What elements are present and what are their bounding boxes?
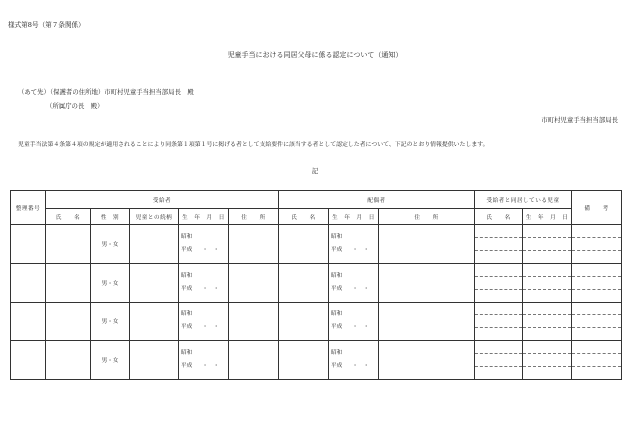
date-separator: ・ ・ [202,363,219,370]
header-recipient-birth: 生 年 月 日 [179,209,229,225]
cell-spouse-name[interactable] [279,225,329,264]
date-separator: ・ ・ [352,324,369,331]
header-recipient-address: 住 所 [229,209,279,225]
cell-spouse-birth[interactable] [329,263,379,302]
cell-remarks[interactable] [572,341,622,380]
sender: 市町村児童手当担当部局長 [541,116,618,124]
cell-spouse-birth[interactable] [329,341,379,380]
cell-child-birth[interactable] [523,341,572,380]
addressee-line-1: （あて先）（保護者の住所地）市町村児童手当担当部局長 殿 [18,88,194,96]
era-heisei: 平成 [331,363,343,370]
body-text: 児童手当法第４条第４項の規定が適用されることにより同条第１項第１号に掲げる者として支給要件に該当する者として認定した者について、下記のとおり情報提供いたします。 [18,142,489,148]
date-separator: ・ ・ [352,246,369,253]
cell-spouse-name[interactable] [279,302,329,341]
era-showa: 昭和 [331,311,343,318]
cell-recipient-gender[interactable]: 男・女 [91,341,130,380]
cell-recipient-birth[interactable] [179,341,229,380]
cell-recipient-address[interactable] [229,341,279,380]
cell-remarks[interactable] [572,302,622,341]
ki-heading: 記 [311,167,319,175]
header-recipient: 受給者 [46,191,279,209]
cell-spouse-birth[interactable] [329,302,379,341]
header-remarks: 備 考 [572,191,622,225]
cell-child-name[interactable] [475,263,523,302]
date-separator: ・ ・ [352,285,369,292]
table-row [11,302,622,341]
cell-child-name[interactable] [475,302,523,341]
cell-remarks[interactable] [572,263,622,302]
date-separator: ・ ・ [352,363,369,370]
era-showa: 昭和 [181,272,193,279]
cell-spouse-address[interactable] [379,341,475,380]
era-heisei: 平成 [181,324,193,331]
date-separator: ・ ・ [202,285,219,292]
cell-spouse-name[interactable] [279,341,329,380]
header-recipient-relation: 児童との続柄 [130,209,179,225]
cell-recipient-name[interactable] [46,263,91,302]
cell-recipient-name[interactable] [46,225,91,264]
era-heisei: 平成 [331,285,343,292]
cell-remarks[interactable] [572,225,622,264]
header-spouse-birth: 生 年 月 日 [329,209,379,225]
cell-child-birth[interactable] [523,302,572,341]
cell-seiri[interactable] [11,263,46,302]
addressee-line-2: （所属庁の長 殿） [46,102,104,110]
era-showa: 昭和 [331,272,343,279]
header-child: 受給者と同居している児童 [475,191,572,209]
document-title: 児童手当における同居父母に係る認定について（通知） [227,51,403,59]
cell-child-name[interactable] [475,341,523,380]
header-recipient-name: 氏 名 [46,209,91,225]
cell-spouse-birth[interactable] [329,225,379,264]
cell-recipient-address[interactable] [229,263,279,302]
cell-recipient-gender[interactable]: 男・女 [91,225,130,264]
era-heisei: 平成 [181,285,193,292]
header-spouse-address: 住 所 [379,209,475,225]
cell-spouse-address[interactable] [379,302,475,341]
era-heisei: 平成 [181,246,193,253]
cell-recipient-relation[interactable] [130,225,179,264]
era-showa: 昭和 [181,311,193,318]
cell-recipient-address[interactable] [229,225,279,264]
cell-recipient-gender[interactable]: 男・女 [91,302,130,341]
header-seiri: 整理番号 [11,191,46,225]
header-child-birth: 生 年 月 日 [523,209,572,225]
cell-seiri[interactable] [11,341,46,380]
cell-seiri[interactable] [11,225,46,264]
cell-child-birth[interactable] [523,225,572,264]
header-spouse-name: 氏 名 [279,209,329,225]
cell-spouse-address[interactable] [379,263,475,302]
cell-recipient-birth[interactable] [179,225,229,264]
table-row [11,225,622,264]
era-showa: 昭和 [181,350,193,357]
cell-recipient-name[interactable] [46,341,91,380]
cell-spouse-name[interactable] [279,263,329,302]
date-separator: ・ ・ [202,246,219,253]
era-heisei: 平成 [181,363,193,370]
cell-recipient-birth[interactable] [179,263,229,302]
era-heisei: 平成 [331,246,343,253]
era-showa: 昭和 [331,350,343,357]
cell-child-birth[interactable] [523,263,572,302]
cell-recipient-relation[interactable] [130,341,179,380]
era-heisei: 平成 [331,324,343,331]
header-spouse: 配偶者 [279,191,475,209]
cell-recipient-name[interactable] [46,302,91,341]
info-table [10,190,622,380]
cell-recipient-relation[interactable] [130,263,179,302]
cell-recipient-gender[interactable]: 男・女 [91,263,130,302]
cell-recipient-birth[interactable] [179,302,229,341]
cell-recipient-relation[interactable] [130,302,179,341]
form-number: 様式第8号（第７条関係） [8,21,85,29]
header-recipient-gender: 性 別 [91,209,130,225]
header-child-name: 氏 名 [475,209,523,225]
era-showa: 昭和 [181,233,193,240]
cell-spouse-address[interactable] [379,225,475,264]
date-separator: ・ ・ [202,324,219,331]
cell-seiri[interactable] [11,302,46,341]
cell-child-name[interactable] [475,225,523,264]
era-showa: 昭和 [331,233,343,240]
table-row [11,341,622,380]
table-row [11,263,622,302]
cell-recipient-address[interactable] [229,302,279,341]
